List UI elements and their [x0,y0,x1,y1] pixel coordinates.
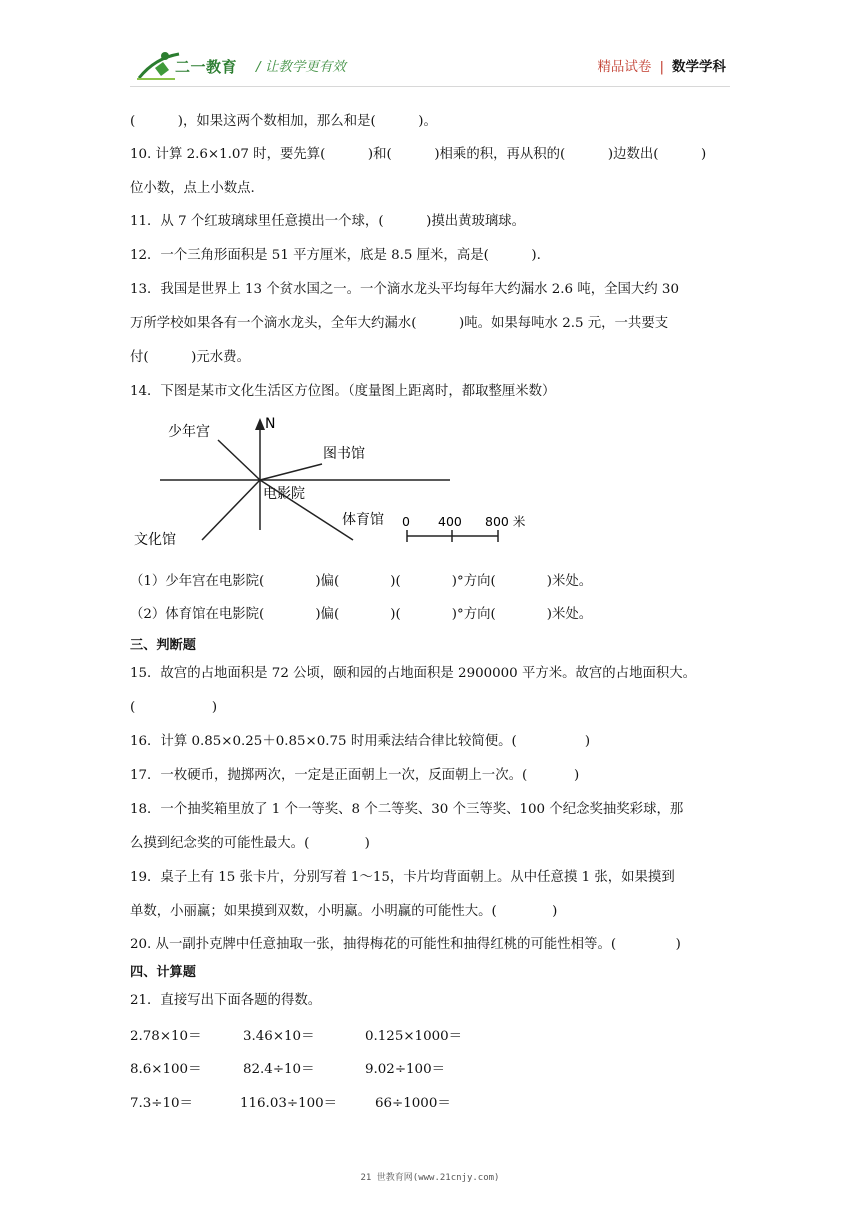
calc-item: 82.4÷10＝ [243,1062,315,1077]
tag-subject: 数学学科 [672,59,726,75]
text-line: 位小数，点上小数点. [130,181,255,196]
question-19: 19．桌子上有 15 张卡片，分别写着 1～15，卡片均背面朝上。从中任意摸 1 张，如果摸到 [130,870,675,885]
culture-hall-label: 文化馆 [134,532,176,548]
question-18: 18．一个抽奖箱里放了 1 个一等奖、8 个二等奖、30 个三等奖、100 个纪念奖抽奖彩球，那 [130,802,684,817]
question-12: 12．一个三角形面积是 51 平方厘米，底是 8.5 厘米，高是( ). [130,248,541,263]
tag-exam: 精品试卷 [597,59,652,75]
calc-item: 116.03÷100＝ [240,1096,338,1111]
library-ray [260,464,322,480]
header-divider [130,86,730,87]
question-16: 16．计算 0.85×0.25＋0.85×0.75 时用乘法结合律比较简便。( ) [130,734,591,749]
header-slogan: / 让教学更有效 [256,59,346,75]
calc-item: 2.78×10＝ [130,1029,202,1044]
scale-0: 0 [402,514,410,529]
tag-separator: | [659,59,664,75]
question-17: 17．一枚硬币，抛掷两次，一定是正面朝上一次，反面朝上一次。( ) [130,768,580,783]
calc-item: 8.6×100＝ [130,1062,202,1077]
library-label: 图书馆 [323,446,365,462]
youth-palace-ray [218,440,260,480]
logo-text: 二一教育 [175,58,238,76]
calc-item: 7.3÷10＝ [130,1096,193,1111]
question-11: 11．从 7 个红玻璃球里任意摸出一个球，( )摸出黄玻璃球。 [130,214,526,229]
text-line: 么摸到纪念奖的可能性最大。( ) [130,836,370,851]
question-15: 15．故宫的占地面积是 72 公顷，颐和园的占地面积是 2900000 平方米。故宫的占地面积大。 [130,666,697,681]
culture-hall-ray [202,480,260,540]
calc-item: 0.125×1000＝ [365,1029,463,1044]
question-14: 14．下图是某市文化生活区方位图。（度量图上距离时，都取整厘米数） [130,384,556,399]
scale-400: 400 [438,514,462,529]
text-line: ( )，如果这两个数相加，那么和是( )。 [130,114,437,129]
header-tags [597,55,726,75]
calc-item: 66÷1000＝ [375,1096,451,1111]
calc-item: 9.02÷100＝ [365,1062,445,1077]
stadium-label: 体育馆 [342,512,384,528]
north-label: N [265,416,276,432]
stadium-ray [260,480,353,540]
answer-blank: ( ) [130,700,218,715]
page-header [0,0,860,96]
north-arrow-icon [255,418,265,430]
youth-palace-label: 少年宫 [168,424,210,440]
question-21: 21．直接写出下面各题的得数。 [130,993,322,1008]
question-13: 13．我国是世界上 13 个贫水国之一。一个滴水龙头平均每年大约漏水 2.6 吨，全国大约 30 [130,282,679,297]
question-20: 20. 从一副扑克牌中任意抽取一张，抽得梅花的可能性和抽得红桃的可能性相等。( ) [130,937,681,952]
question-14-2: （2）体育馆在电影院( )偏( )( )°方向( )米处。 [130,607,593,622]
question-10: 10. 计算 2.6×1.07 时，要先算( )和( )相乘的积，再从积的( )边数出( ) [130,147,707,162]
section-heading: 四、计算题 [130,965,196,980]
text-line: 万所学校如果各有一个滴水龙头，全年大约漏水( )吨。如果每吨水 2.5 元，一共要支 [130,316,669,331]
calc-item: 3.46×10＝ [243,1029,315,1044]
question-14-1: （1）少年宫在电影院( )偏( )( )°方向( )米处。 [130,574,593,589]
section-heading: 三、判断题 [130,638,196,653]
scale-800: 800 米 [485,514,526,529]
text-line: 付( )元水费。 [130,350,250,365]
direction-map [130,410,550,555]
cinema-label: 电影院 [263,486,305,502]
page-footer: 21 世教育网(www.21cnjy.com) [360,1173,500,1183]
text-line: 单数，小丽赢；如果摸到双数，小明赢。小明赢的可能性大。( ) [130,904,558,919]
